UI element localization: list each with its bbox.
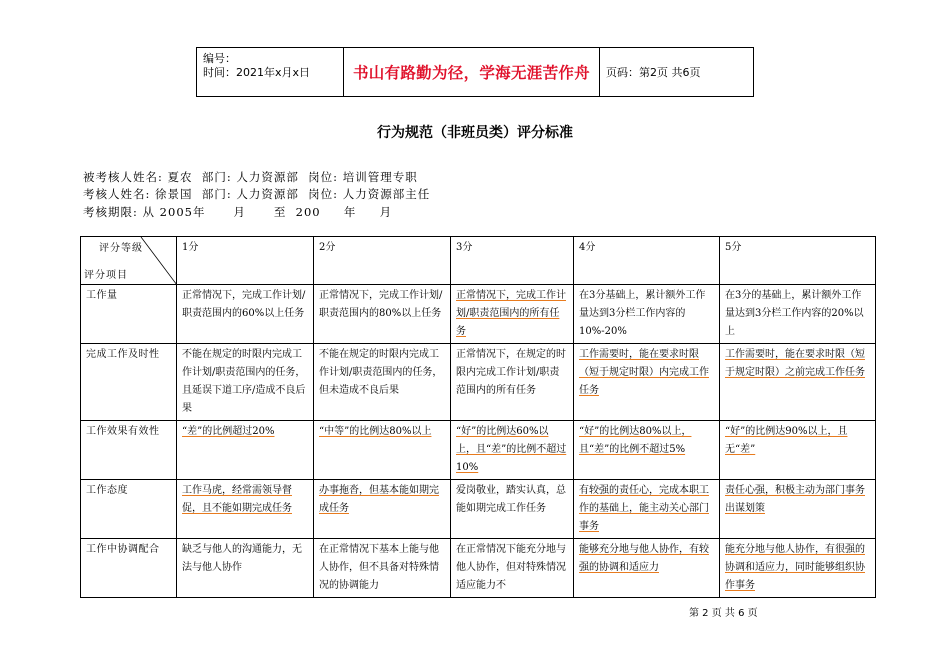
criteria-cell <box>177 480 314 539</box>
page-footer: 第 2 页 共 6 页 <box>689 608 758 619</box>
item-name: 工作态度 <box>81 480 177 539</box>
criteria-cell <box>451 285 574 344</box>
criteria-cell <box>720 344 876 421</box>
assessee-info: 被考核人姓名: 夏农 部门: 人力资源部 岗位: 培训管理专职 <box>83 170 418 184</box>
criteria-cell <box>451 421 574 480</box>
highlighted-text: 工作需要时，能在要求时限（短于规定时限）之前完成工作任务 <box>725 349 865 378</box>
time-label: 时间：2021年x月x日 <box>203 66 311 79</box>
criteria-cell: 在正常情况下能充分地与他人协作，但对特殊情况适应能力不 <box>451 539 574 598</box>
grade-header: 4分 <box>574 237 720 285</box>
highlighted-text: 正常情况下，完成工作计划/职责范围内的所有任务 <box>456 290 566 337</box>
table-row <box>81 480 876 539</box>
criteria-cell <box>720 539 876 598</box>
highlighted-text: 工作马虎，经常需领导督促，且不能如期完成任务 <box>182 485 292 514</box>
header-meta <box>197 48 344 96</box>
criteria-cell <box>574 539 720 598</box>
criteria-cell: 在正常情况下基本上能与他人协作，但不具备对特殊情况的协调能力 <box>314 539 451 598</box>
criteria-cell: 爱岗敬业，踏实认真，总能如期完成工作任务 <box>451 480 574 539</box>
motto: 书山有路勤为径，学海无涯苦作舟 <box>344 48 600 96</box>
scoring-table <box>80 236 876 598</box>
highlighted-text: “好”的比例达60%以上，且“差”的比例不超过10% <box>456 426 567 473</box>
criteria-cell: 正常情况下，完成工作计划/职责范围内的80%以上任务 <box>314 285 451 344</box>
criteria-cell <box>574 421 720 480</box>
highlighted-text: “中等”的比例达80%以上 <box>319 426 432 437</box>
item-name: 工作效果有效性 <box>81 421 177 480</box>
grade-header: 5分 <box>720 237 876 285</box>
page-code: 页码：第2页 共6页 <box>606 66 701 79</box>
criteria-cell: 在3分基础上，累计额外工作量达到3分栏工作内容的10%-20% <box>574 285 720 344</box>
corner-item-label: 评分项目 <box>84 270 128 281</box>
highlighted-text: 能够充分地与他人协作，有较强的协调和适应力 <box>579 544 709 573</box>
criteria-cell <box>574 480 720 539</box>
criteria-cell: 不能在规定的时限内完成工作计划/职责范围内的任务，且延误下道工序/造成不良后果 <box>177 344 314 421</box>
criteria-cell: 在3分的基础上，累计额外工作量达到3分栏工作内容的20%以上 <box>720 285 876 344</box>
highlighted-text: 工作需要时，能在要求时限（短于规定时限）内完成工作任务 <box>579 349 709 396</box>
table-row <box>81 539 876 598</box>
number-label: 编号： <box>203 52 236 65</box>
table-row <box>81 285 876 344</box>
highlighted-text: 能充分地与他人协作，有很强的协调和适应力，同时能够组织协作事务 <box>725 544 865 591</box>
highlighted-text: “好”的比例达80%以上，且“差”的比例不超过5% <box>579 426 692 455</box>
criteria-cell <box>314 480 451 539</box>
highlighted-text: “差”的比例超过20% <box>182 426 275 437</box>
table-row <box>81 344 876 421</box>
highlighted-text: 办事拖沓，但基本能如期完成任务 <box>319 485 439 514</box>
grade-header: 1分 <box>177 237 314 285</box>
criteria-cell: 缺乏与他人的沟通能力，无法与他人协作 <box>177 539 314 598</box>
table-row <box>81 421 876 480</box>
grade-header: 2分 <box>314 237 451 285</box>
page-title: 行为规范（非班员类）评分标准 <box>377 125 573 141</box>
assessment-period: 考核期限: 从 2005年 月 至 200 年 月 <box>83 205 393 219</box>
criteria-cell <box>314 421 451 480</box>
corner-cell <box>81 237 177 285</box>
item-name: 工作量 <box>81 285 177 344</box>
criteria-cell: 正常情况下，在规定的时限内完成工作计划/职责范围内的所有任务 <box>451 344 574 421</box>
grade-header: 3分 <box>451 237 574 285</box>
item-name: 完成工作及时性 <box>81 344 177 421</box>
corner-grade-label: 评分等级 <box>99 243 143 254</box>
criteria-cell: 正常情况下，完成工作计划/职责范围内的60%以上任务 <box>177 285 314 344</box>
highlighted-text: 责任心强，积极主动为部门事务出谋划策 <box>725 485 865 514</box>
criteria-cell <box>720 480 876 539</box>
assessor-info: 考核人姓名: 徐景国 部门: 人力资源部 岗位: 人力资源部主任 <box>83 187 431 201</box>
item-name: 工作中协调配合 <box>81 539 177 598</box>
highlighted-text: 有较强的责任心，完成本职工作的基础上，能主动关心部门事务 <box>579 485 709 532</box>
document-header <box>196 47 754 97</box>
criteria-cell <box>574 344 720 421</box>
criteria-cell: 不能在规定的时限内完成工作计划/职责范围内的任务，但未造成不良后果 <box>314 344 451 421</box>
grade-header-row <box>81 237 876 285</box>
criteria-cell <box>720 421 876 480</box>
criteria-cell <box>177 421 314 480</box>
highlighted-text: “好”的比例达90%以上，且无“差” <box>725 426 848 455</box>
